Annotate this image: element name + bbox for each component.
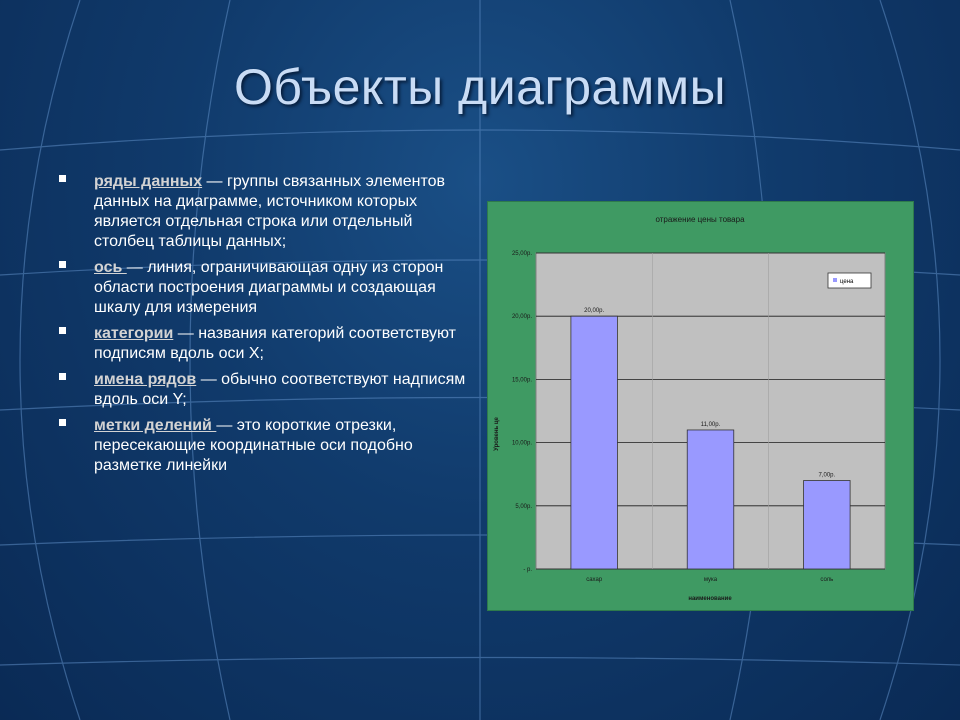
bullet-description: — названия категорий соответствуют подписям вдоль оси X; [94, 325, 456, 362]
x-tick-label: мука [703, 577, 718, 583]
bullet-item [56, 258, 466, 318]
bullet-item [56, 416, 466, 476]
y-tick-label: 5,00р. [515, 503, 532, 510]
square-bullet-icon [59, 373, 66, 380]
square-bullet-icon [59, 175, 66, 182]
square-bullet-icon [59, 327, 66, 334]
bullet-term: метки делений [94, 417, 217, 434]
data-label: 7,00р. [818, 472, 836, 479]
chart-svg [488, 202, 913, 610]
y-tick-label: 25,00р. [511, 251, 532, 257]
y-axis-label: Уровень це [494, 417, 500, 451]
bar [687, 430, 734, 569]
square-bullet-icon [59, 261, 66, 268]
x-axis-ticks [586, 577, 833, 583]
y-tick-label: - р. [523, 567, 532, 573]
bullet-item [56, 172, 466, 252]
bar [804, 481, 851, 569]
y-tick-label: 20,00р. [511, 314, 532, 321]
square-bullet-icon [59, 419, 66, 426]
chart [487, 201, 914, 611]
x-tick-label: сахар [586, 577, 603, 583]
y-tick-label: 10,00р. [511, 440, 532, 447]
legend-swatch [833, 278, 837, 282]
slide-title: Объекты диаграммы [233, 59, 727, 115]
bullet-term: категории [94, 325, 174, 342]
chart-title: отражение цены товара [655, 215, 745, 224]
bullet-description: — группы связанных элементов данных на диаграмме, источником которых является отдельная строка или отдельный столбец таблицы данных; [94, 173, 445, 250]
bullet-description: — обычно соответствуют надписям вдоль оси Y; [94, 371, 466, 408]
bullet-term: ряды данных [94, 173, 203, 190]
bar [571, 316, 618, 569]
bullet-description: — линия, ограничивающая одну из сторон области построения диаграммы и создающая шкалу для измерения [94, 259, 444, 316]
x-tick-label: соль [820, 577, 834, 583]
bullet-item [56, 370, 466, 410]
bullet-item [56, 324, 466, 364]
legend [828, 273, 871, 288]
data-label: 11,00р. [700, 421, 721, 428]
y-tick-label: 15,00р. [511, 377, 532, 384]
bullet-term: имена рядов [94, 371, 197, 388]
data-label: 20,00р. [584, 308, 605, 315]
bullet-description: — это короткие отрезки, пересекающие координатные оси подобно разметке линейки [94, 417, 413, 474]
bullet-list [56, 172, 466, 482]
bullet-term: ось [94, 259, 127, 276]
y-axis-ticks [512, 251, 532, 573]
legend-label: цена [840, 279, 854, 285]
x-axis-label: наименование [688, 596, 732, 602]
